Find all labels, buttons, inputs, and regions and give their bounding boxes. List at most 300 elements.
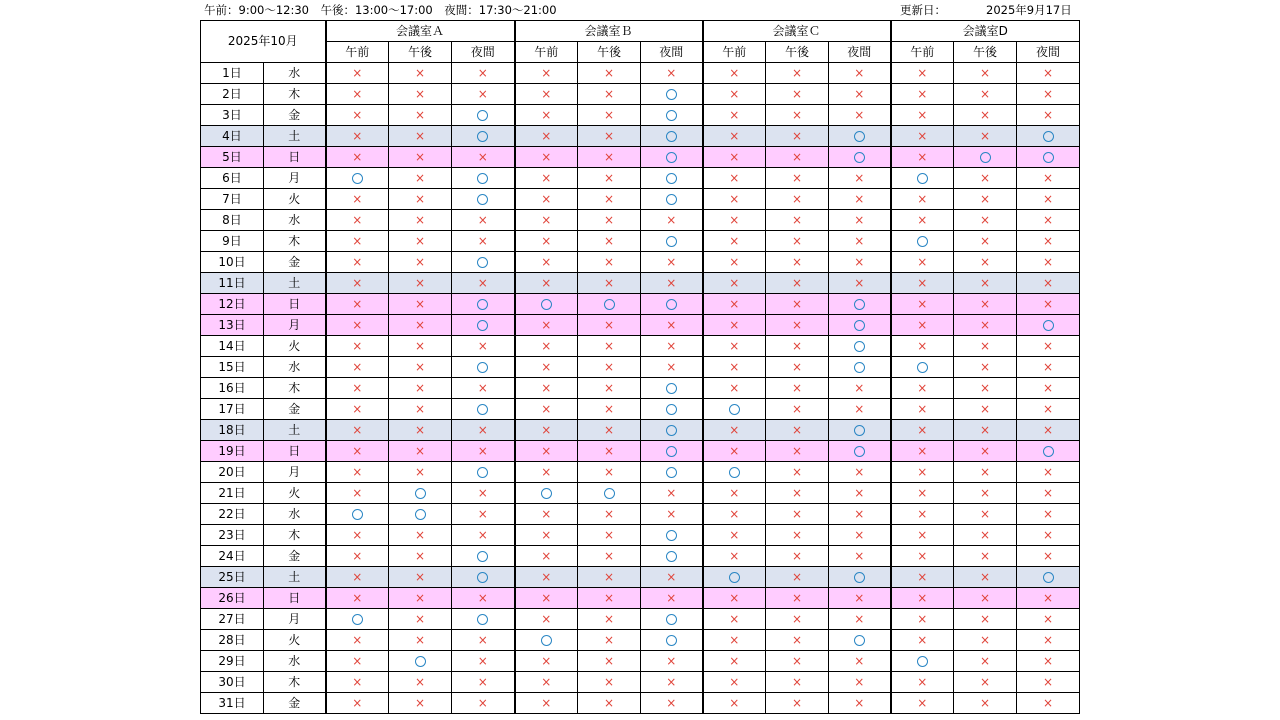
slot-cell bbox=[452, 84, 515, 105]
slot-cell bbox=[326, 483, 389, 504]
period-header: 夜間 bbox=[1017, 42, 1080, 63]
unavailable-cross-icon: × bbox=[979, 402, 991, 416]
period-header: 午前 bbox=[326, 42, 389, 63]
period-header: 午後 bbox=[578, 42, 641, 63]
slot-cell bbox=[452, 525, 515, 546]
slot-cell bbox=[452, 630, 515, 651]
unavailable-cross-icon: × bbox=[1042, 612, 1054, 626]
slot-cell bbox=[515, 357, 578, 378]
slot-cell bbox=[389, 630, 452, 651]
unavailable-cross-icon: × bbox=[541, 66, 552, 80]
table-row bbox=[201, 210, 1080, 231]
unavailable-cross-icon: × bbox=[541, 507, 552, 521]
slot-cell bbox=[578, 420, 641, 441]
unavailable-cross-icon: × bbox=[352, 570, 363, 584]
unavailable-cross-icon: × bbox=[979, 66, 991, 80]
available-circle-icon bbox=[477, 320, 488, 331]
available-circle-icon bbox=[477, 299, 488, 310]
slot-cell bbox=[766, 462, 829, 483]
unavailable-cross-icon: × bbox=[414, 381, 426, 395]
slot-cell bbox=[641, 651, 703, 672]
unavailable-cross-icon: × bbox=[352, 696, 363, 710]
slot-cell bbox=[515, 84, 578, 105]
unavailable-cross-icon: × bbox=[729, 255, 740, 269]
unavailable-cross-icon: × bbox=[414, 108, 426, 122]
unavailable-cross-icon: × bbox=[979, 381, 991, 395]
slot-cell bbox=[641, 441, 703, 462]
unavailable-cross-icon: × bbox=[352, 381, 363, 395]
unavailable-cross-icon: × bbox=[541, 255, 552, 269]
unavailable-cross-icon: × bbox=[791, 654, 803, 668]
unavailable-cross-icon: × bbox=[791, 171, 803, 185]
available-circle-icon bbox=[541, 635, 552, 646]
day-cell: 22日 bbox=[201, 504, 264, 525]
unavailable-cross-icon: × bbox=[917, 255, 928, 269]
slot-cell bbox=[829, 63, 891, 84]
available-circle-icon bbox=[666, 530, 677, 541]
slot-cell bbox=[829, 462, 891, 483]
slot-cell bbox=[452, 126, 515, 147]
unavailable-cross-icon: × bbox=[414, 276, 426, 290]
unavailable-cross-icon: × bbox=[729, 612, 740, 626]
unavailable-cross-icon: × bbox=[729, 150, 740, 164]
day-cell: 1日 bbox=[201, 63, 264, 84]
unavailable-cross-icon: × bbox=[414, 591, 426, 605]
table-row bbox=[201, 693, 1080, 714]
slot-cell bbox=[1017, 378, 1080, 399]
slot-cell bbox=[954, 105, 1017, 126]
slot-cell bbox=[515, 693, 578, 714]
slot-cell bbox=[515, 651, 578, 672]
unavailable-cross-icon: × bbox=[917, 108, 928, 122]
slot-cell bbox=[641, 672, 703, 693]
unavailable-cross-icon: × bbox=[854, 528, 865, 542]
unavailable-cross-icon: × bbox=[541, 570, 552, 584]
slot-cell bbox=[766, 693, 829, 714]
slot-cell bbox=[515, 273, 578, 294]
unavailable-cross-icon: × bbox=[1042, 423, 1054, 437]
unavailable-cross-icon: × bbox=[729, 171, 740, 185]
unavailable-cross-icon: × bbox=[729, 318, 740, 332]
slot-cell bbox=[515, 420, 578, 441]
slot-cell bbox=[389, 399, 452, 420]
slot-cell bbox=[578, 588, 641, 609]
slot-cell bbox=[389, 315, 452, 336]
unavailable-cross-icon: × bbox=[414, 360, 426, 374]
unavailable-cross-icon: × bbox=[541, 465, 552, 479]
unavailable-cross-icon: × bbox=[979, 654, 991, 668]
slot-cell bbox=[641, 273, 703, 294]
unavailable-cross-icon: × bbox=[541, 129, 552, 143]
slot-cell bbox=[891, 630, 954, 651]
available-circle-icon bbox=[477, 362, 488, 373]
weekday-cell: 水 bbox=[264, 357, 326, 378]
slot-cell bbox=[515, 462, 578, 483]
day-cell: 6日 bbox=[201, 168, 264, 189]
slot-cell bbox=[954, 126, 1017, 147]
slot-cell bbox=[954, 546, 1017, 567]
available-circle-icon bbox=[352, 614, 363, 625]
slot-cell bbox=[452, 399, 515, 420]
day-cell: 25日 bbox=[201, 567, 264, 588]
unavailable-cross-icon: × bbox=[1042, 528, 1054, 542]
slot-cell bbox=[766, 210, 829, 231]
unavailable-cross-icon: × bbox=[352, 654, 363, 668]
slot-cell bbox=[515, 567, 578, 588]
slot-cell bbox=[1017, 483, 1080, 504]
available-circle-icon bbox=[854, 341, 865, 352]
slot-cell bbox=[389, 126, 452, 147]
slot-cell bbox=[891, 525, 954, 546]
table-row bbox=[201, 504, 1080, 525]
available-circle-icon bbox=[666, 236, 677, 247]
slot-cell bbox=[829, 294, 891, 315]
unavailable-cross-icon: × bbox=[666, 339, 677, 353]
weekday-cell: 金 bbox=[264, 693, 326, 714]
unavailable-cross-icon: × bbox=[854, 276, 865, 290]
available-circle-icon bbox=[604, 299, 615, 310]
available-circle-icon bbox=[729, 467, 740, 478]
slot-cell bbox=[578, 441, 641, 462]
unavailable-cross-icon: × bbox=[666, 318, 677, 332]
unavailable-cross-icon: × bbox=[477, 654, 488, 668]
slot-cell bbox=[389, 84, 452, 105]
slot-cell bbox=[891, 336, 954, 357]
slot-cell bbox=[515, 546, 578, 567]
slot-cell bbox=[829, 609, 891, 630]
unavailable-cross-icon: × bbox=[979, 675, 991, 689]
slot-cell bbox=[766, 84, 829, 105]
slot-cell bbox=[954, 399, 1017, 420]
slot-cell bbox=[452, 231, 515, 252]
slot-cell bbox=[515, 252, 578, 273]
slot-cell bbox=[703, 126, 766, 147]
unavailable-cross-icon: × bbox=[791, 444, 803, 458]
period-header: 午後 bbox=[389, 42, 452, 63]
table-row bbox=[201, 672, 1080, 693]
unavailable-cross-icon: × bbox=[666, 654, 677, 668]
unavailable-cross-icon: × bbox=[791, 276, 803, 290]
unavailable-cross-icon: × bbox=[352, 297, 363, 311]
unavailable-cross-icon: × bbox=[979, 612, 991, 626]
slot-cell bbox=[954, 189, 1017, 210]
unavailable-cross-icon: × bbox=[791, 192, 803, 206]
slot-cell bbox=[703, 609, 766, 630]
unavailable-cross-icon: × bbox=[541, 150, 552, 164]
slot-cell bbox=[515, 525, 578, 546]
slot-cell bbox=[641, 84, 703, 105]
unavailable-cross-icon: × bbox=[541, 675, 552, 689]
unavailable-cross-icon: × bbox=[414, 171, 426, 185]
slot-cell bbox=[891, 420, 954, 441]
unavailable-cross-icon: × bbox=[541, 192, 552, 206]
unavailable-cross-icon: × bbox=[414, 255, 426, 269]
weekday-cell: 土 bbox=[264, 126, 326, 147]
unavailable-cross-icon: × bbox=[729, 192, 740, 206]
weekday-cell: 土 bbox=[264, 420, 326, 441]
unavailable-cross-icon: × bbox=[791, 213, 803, 227]
slot-cell bbox=[829, 378, 891, 399]
slot-cell bbox=[452, 693, 515, 714]
reservation-table bbox=[200, 20, 1080, 714]
unavailable-cross-icon: × bbox=[541, 549, 552, 563]
unavailable-cross-icon: × bbox=[729, 360, 740, 374]
slot-cell bbox=[891, 315, 954, 336]
slot-cell bbox=[578, 63, 641, 84]
weekday-cell: 金 bbox=[264, 252, 326, 273]
slot-cell bbox=[891, 210, 954, 231]
unavailable-cross-icon: × bbox=[1042, 675, 1054, 689]
slot-cell bbox=[891, 189, 954, 210]
slot-cell bbox=[326, 126, 389, 147]
available-circle-icon bbox=[666, 110, 677, 121]
unavailable-cross-icon: × bbox=[854, 381, 865, 395]
unavailable-cross-icon: × bbox=[854, 108, 865, 122]
unavailable-cross-icon: × bbox=[1042, 486, 1054, 500]
slot-cell bbox=[452, 336, 515, 357]
unavailable-cross-icon: × bbox=[414, 213, 426, 227]
slot-cell bbox=[515, 147, 578, 168]
day-cell: 23日 bbox=[201, 525, 264, 546]
slot-cell bbox=[1017, 315, 1080, 336]
table-row bbox=[201, 273, 1080, 294]
slot-cell bbox=[515, 378, 578, 399]
slot-cell bbox=[452, 441, 515, 462]
table-row bbox=[201, 399, 1080, 420]
slot-cell bbox=[326, 168, 389, 189]
unavailable-cross-icon: × bbox=[603, 549, 615, 563]
slot-cell bbox=[703, 651, 766, 672]
slot-cell bbox=[829, 525, 891, 546]
unavailable-cross-icon: × bbox=[541, 360, 552, 374]
unavailable-cross-icon: × bbox=[1042, 276, 1054, 290]
table-row bbox=[201, 252, 1080, 273]
unavailable-cross-icon: × bbox=[666, 213, 677, 227]
unavailable-cross-icon: × bbox=[603, 402, 615, 416]
slot-cell bbox=[326, 546, 389, 567]
unavailable-cross-icon: × bbox=[729, 234, 740, 248]
slot-cell bbox=[641, 168, 703, 189]
weekday-cell: 土 bbox=[264, 273, 326, 294]
unavailable-cross-icon: × bbox=[603, 87, 615, 101]
slot-cell bbox=[578, 399, 641, 420]
available-circle-icon bbox=[415, 509, 426, 520]
unavailable-cross-icon: × bbox=[352, 192, 363, 206]
slot-cell bbox=[326, 504, 389, 525]
slot-cell bbox=[641, 462, 703, 483]
slot-cell bbox=[389, 273, 452, 294]
slot-cell bbox=[641, 399, 703, 420]
unavailable-cross-icon: × bbox=[477, 66, 488, 80]
unavailable-cross-icon: × bbox=[666, 696, 677, 710]
unavailable-cross-icon: × bbox=[854, 87, 865, 101]
slot-cell bbox=[766, 189, 829, 210]
unavailable-cross-icon: × bbox=[729, 528, 740, 542]
unavailable-cross-icon: × bbox=[729, 87, 740, 101]
unavailable-cross-icon: × bbox=[979, 234, 991, 248]
slot-cell bbox=[578, 504, 641, 525]
day-cell: 9日 bbox=[201, 231, 264, 252]
day-cell: 29日 bbox=[201, 651, 264, 672]
slot-cell bbox=[515, 168, 578, 189]
table-row bbox=[201, 567, 1080, 588]
unavailable-cross-icon: × bbox=[603, 108, 615, 122]
slot-cell bbox=[703, 252, 766, 273]
room-header-d: 会議室D bbox=[891, 21, 1080, 42]
unavailable-cross-icon: × bbox=[1042, 654, 1054, 668]
table-body bbox=[201, 63, 1080, 714]
unavailable-cross-icon: × bbox=[541, 696, 552, 710]
slot-cell bbox=[1017, 294, 1080, 315]
unavailable-cross-icon: × bbox=[352, 591, 363, 605]
slot-cell bbox=[1017, 399, 1080, 420]
available-circle-icon bbox=[1043, 572, 1054, 583]
slot-cell bbox=[954, 483, 1017, 504]
unavailable-cross-icon: × bbox=[917, 507, 928, 521]
month-label: 2025年10月 bbox=[201, 21, 326, 63]
unavailable-cross-icon: × bbox=[541, 276, 552, 290]
slot-cell bbox=[954, 630, 1017, 651]
unavailable-cross-icon: × bbox=[352, 150, 363, 164]
slot-cell bbox=[1017, 462, 1080, 483]
day-cell: 30日 bbox=[201, 672, 264, 693]
unavailable-cross-icon: × bbox=[854, 591, 865, 605]
slot-cell bbox=[891, 63, 954, 84]
slot-cell bbox=[452, 210, 515, 231]
unavailable-cross-icon: × bbox=[791, 360, 803, 374]
slot-cell bbox=[703, 420, 766, 441]
unavailable-cross-icon: × bbox=[917, 339, 928, 353]
table-row bbox=[201, 378, 1080, 399]
unavailable-cross-icon: × bbox=[352, 255, 363, 269]
slot-cell bbox=[641, 588, 703, 609]
unavailable-cross-icon: × bbox=[1042, 192, 1054, 206]
unavailable-cross-icon: × bbox=[603, 612, 615, 626]
unavailable-cross-icon: × bbox=[477, 234, 488, 248]
day-cell: 4日 bbox=[201, 126, 264, 147]
available-circle-icon bbox=[666, 89, 677, 100]
unavailable-cross-icon: × bbox=[917, 213, 928, 227]
unavailable-cross-icon: × bbox=[603, 255, 615, 269]
slot-cell bbox=[326, 462, 389, 483]
slot-cell bbox=[641, 336, 703, 357]
unavailable-cross-icon: × bbox=[791, 297, 803, 311]
room-header-c: 会議室Ｃ bbox=[703, 21, 891, 42]
slot-cell bbox=[326, 63, 389, 84]
unavailable-cross-icon: × bbox=[979, 444, 991, 458]
slot-cell bbox=[891, 567, 954, 588]
slot-cell bbox=[1017, 252, 1080, 273]
weekday-cell: 月 bbox=[264, 168, 326, 189]
slot-cell bbox=[1017, 147, 1080, 168]
unavailable-cross-icon: × bbox=[666, 570, 677, 584]
slot-cell bbox=[954, 651, 1017, 672]
slot-cell bbox=[766, 441, 829, 462]
slot-cell bbox=[515, 630, 578, 651]
slot-cell bbox=[641, 231, 703, 252]
slot-cell bbox=[829, 420, 891, 441]
slot-cell bbox=[954, 357, 1017, 378]
table-row bbox=[201, 147, 1080, 168]
unavailable-cross-icon: × bbox=[791, 66, 803, 80]
slot-cell bbox=[766, 273, 829, 294]
day-cell: 12日 bbox=[201, 294, 264, 315]
unavailable-cross-icon: × bbox=[917, 570, 928, 584]
slot-cell bbox=[1017, 336, 1080, 357]
slot-cell bbox=[578, 483, 641, 504]
available-circle-icon bbox=[854, 446, 865, 457]
unavailable-cross-icon: × bbox=[541, 528, 552, 542]
slot-cell bbox=[641, 147, 703, 168]
weekday-cell: 水 bbox=[264, 63, 326, 84]
slot-cell bbox=[389, 441, 452, 462]
slot-cell bbox=[829, 546, 891, 567]
available-circle-icon bbox=[415, 656, 426, 667]
available-circle-icon bbox=[666, 404, 677, 415]
unavailable-cross-icon: × bbox=[917, 675, 928, 689]
slot-cell bbox=[954, 315, 1017, 336]
slot-cell bbox=[954, 84, 1017, 105]
slot-cell bbox=[829, 483, 891, 504]
available-circle-icon bbox=[477, 467, 488, 478]
unavailable-cross-icon: × bbox=[917, 444, 928, 458]
unavailable-cross-icon: × bbox=[541, 234, 552, 248]
unavailable-cross-icon: × bbox=[854, 549, 865, 563]
unavailable-cross-icon: × bbox=[979, 213, 991, 227]
available-circle-icon bbox=[980, 152, 991, 163]
slot-cell bbox=[578, 378, 641, 399]
slot-cell bbox=[452, 252, 515, 273]
unavailable-cross-icon: × bbox=[414, 402, 426, 416]
unavailable-cross-icon: × bbox=[917, 528, 928, 542]
unavailable-cross-icon: × bbox=[603, 66, 615, 80]
unavailable-cross-icon: × bbox=[979, 486, 991, 500]
slot-cell bbox=[326, 84, 389, 105]
slot-cell bbox=[891, 609, 954, 630]
unavailable-cross-icon: × bbox=[541, 213, 552, 227]
weekday-cell: 月 bbox=[264, 609, 326, 630]
slot-cell bbox=[641, 504, 703, 525]
table-row bbox=[201, 105, 1080, 126]
slot-cell bbox=[326, 336, 389, 357]
slot-cell bbox=[641, 252, 703, 273]
unavailable-cross-icon: × bbox=[979, 255, 991, 269]
available-circle-icon bbox=[729, 404, 740, 415]
table-row bbox=[201, 168, 1080, 189]
slot-cell bbox=[829, 315, 891, 336]
slot-cell bbox=[452, 420, 515, 441]
unavailable-cross-icon: × bbox=[979, 465, 991, 479]
unavailable-cross-icon: × bbox=[729, 213, 740, 227]
unavailable-cross-icon: × bbox=[917, 402, 928, 416]
slot-cell bbox=[641, 189, 703, 210]
slot-cell bbox=[891, 399, 954, 420]
slot-cell bbox=[578, 693, 641, 714]
unavailable-cross-icon: × bbox=[603, 507, 615, 521]
slot-cell bbox=[641, 525, 703, 546]
unavailable-cross-icon: × bbox=[791, 633, 803, 647]
table-header bbox=[201, 21, 1080, 63]
slot-cell bbox=[326, 231, 389, 252]
slot-cell bbox=[578, 252, 641, 273]
unavailable-cross-icon: × bbox=[917, 192, 928, 206]
slot-cell bbox=[641, 609, 703, 630]
available-circle-icon bbox=[477, 110, 488, 121]
slot-cell bbox=[766, 252, 829, 273]
day-cell: 3日 bbox=[201, 105, 264, 126]
unavailable-cross-icon: × bbox=[603, 528, 615, 542]
slot-cell bbox=[326, 420, 389, 441]
